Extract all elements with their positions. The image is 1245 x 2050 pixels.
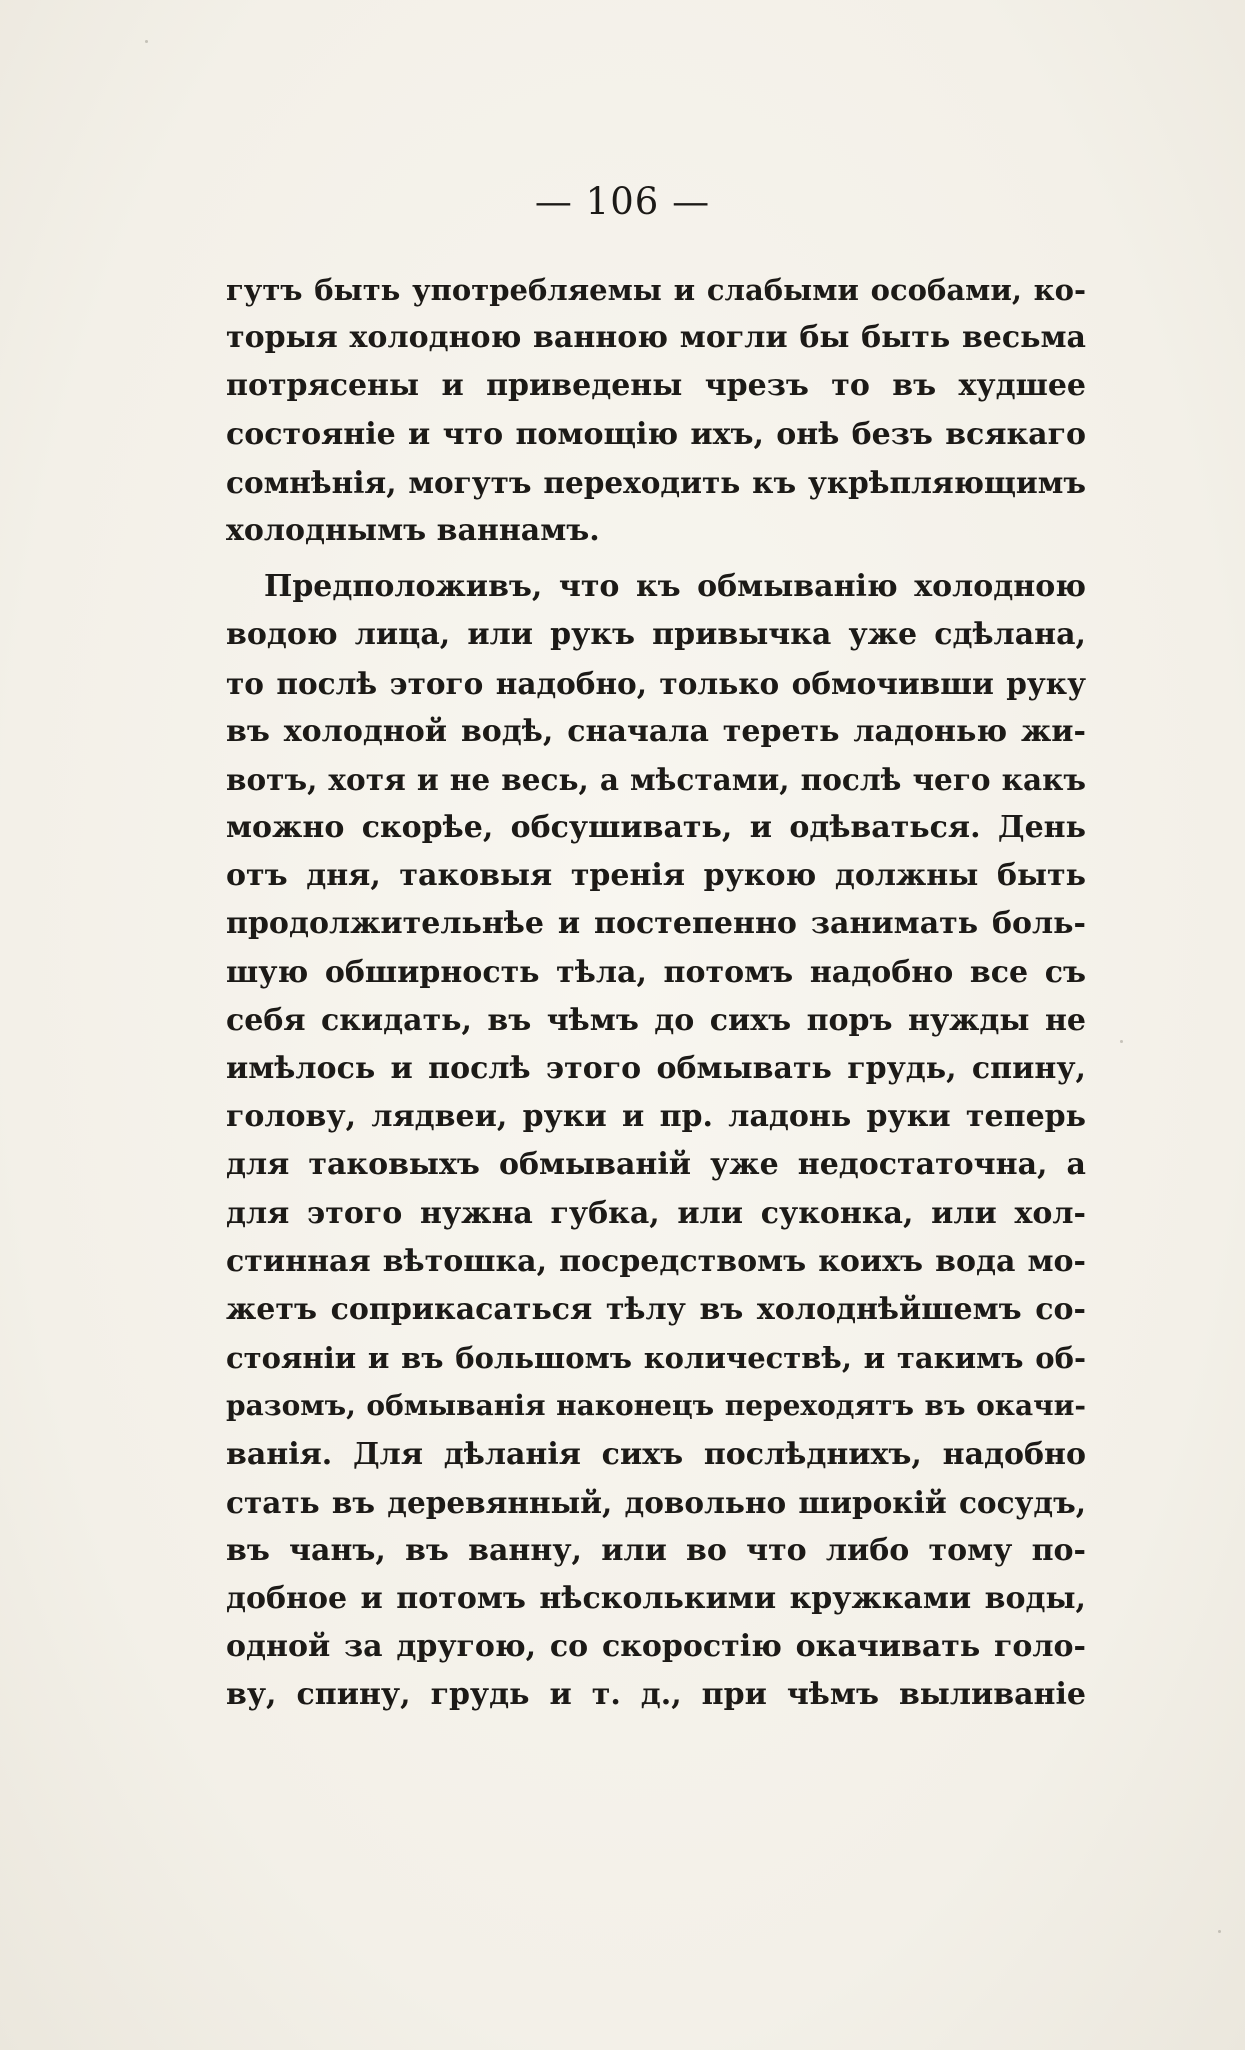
body-text: [226, 266, 1086, 1720]
text-line: жетъ соприкасаться тѣлу въ холоднѣйшемъ со-: [226, 1291, 1086, 1327]
text-line: разомъ, обмыванiя наконецъ переходятъ въ окачи-: [226, 1389, 1086, 1423]
text-line: Предположивъ, что къ обмыванiю холодною: [264, 569, 1086, 605]
text-line: можно скорѣе, обсушивать, и одѣваться. День: [226, 810, 1086, 846]
text-line: стинная вѣтошка, посредствомъ коихъ вода мо-: [226, 1243, 1086, 1279]
text-line: голову, лядвеи, руки и пр. ладонь руки теперь: [226, 1099, 1086, 1135]
text-line: ванiя. Для дѣланiя сихъ послѣднихъ, надобно: [226, 1436, 1086, 1472]
text-line: себя скидать, въ чѣмъ до сихъ поръ нужды не: [226, 1002, 1086, 1038]
text-line: состоянiе и что помощiю ихъ, онѣ безъ всякаго: [226, 416, 1086, 452]
text-line: торыя холодною ванною могли бы быть весьма: [226, 320, 1086, 356]
text-line: добное и потомъ нѣсколькими кружками воды,: [226, 1581, 1086, 1617]
text-line: вотъ, хотя и не весь, а мѣстами, послѣ чего какъ: [226, 761, 1086, 797]
text-line: ву, спину, грудь и т. д., при чѣмъ выливанiе: [226, 1677, 1086, 1713]
text-line: стоянiи и въ большомъ количествѣ, и такимъ об-: [226, 1341, 1086, 1376]
text-line: одной за другою, со скоростiю окачивать голо-: [226, 1629, 1086, 1665]
text-line: въ холодной водѣ, сначала тереть ладонью жи-: [226, 713, 1086, 749]
text-line: холоднымъ ваннамъ.: [226, 512, 600, 548]
paper-speck: [1120, 1040, 1123, 1043]
text-line: то послѣ этого надобно, только обмочивши руку: [226, 665, 1086, 701]
text-line: отъ дня, таковыя тренiя рукою должны быть: [226, 858, 1086, 894]
text-line: гутъ быть употребляемы и слабыми особами, ко-: [226, 273, 1086, 307]
text-line: для этого нужна губка, или суконка, или хол-: [226, 1195, 1086, 1231]
page-number: — 106 —: [534, 180, 711, 223]
text-line: стать въ деревянный, довольно широкiй сосудъ,: [226, 1484, 1086, 1520]
text-line: въ чанъ, въ ванну, или во что либо тому по-: [226, 1532, 1086, 1568]
text-line: имѣлось и послѣ этого обмывать грудь, спину,: [226, 1051, 1086, 1086]
text-line: сомнѣнiя, могутъ переходить къ укрѣпляющимъ: [226, 464, 1086, 500]
text-line: продолжительнѣе и постепенно занимать боль-: [226, 906, 1086, 942]
paper-speck: [1218, 1930, 1221, 1933]
text-line: шую обширность тѣла, потомъ надобно все съ: [226, 954, 1086, 990]
paper-speck: [145, 40, 148, 43]
paragraph-1: [226, 266, 1086, 555]
paragraph-2: [226, 563, 1086, 1720]
text-line: потрясены и приведены чрезъ то въ худшее: [226, 368, 1086, 404]
text-line: водою лица, или рукъ привычка уже сдѣлана,: [226, 617, 1086, 653]
text-line: для таковыхъ обмыванiй уже недостаточна, а: [226, 1147, 1086, 1183]
